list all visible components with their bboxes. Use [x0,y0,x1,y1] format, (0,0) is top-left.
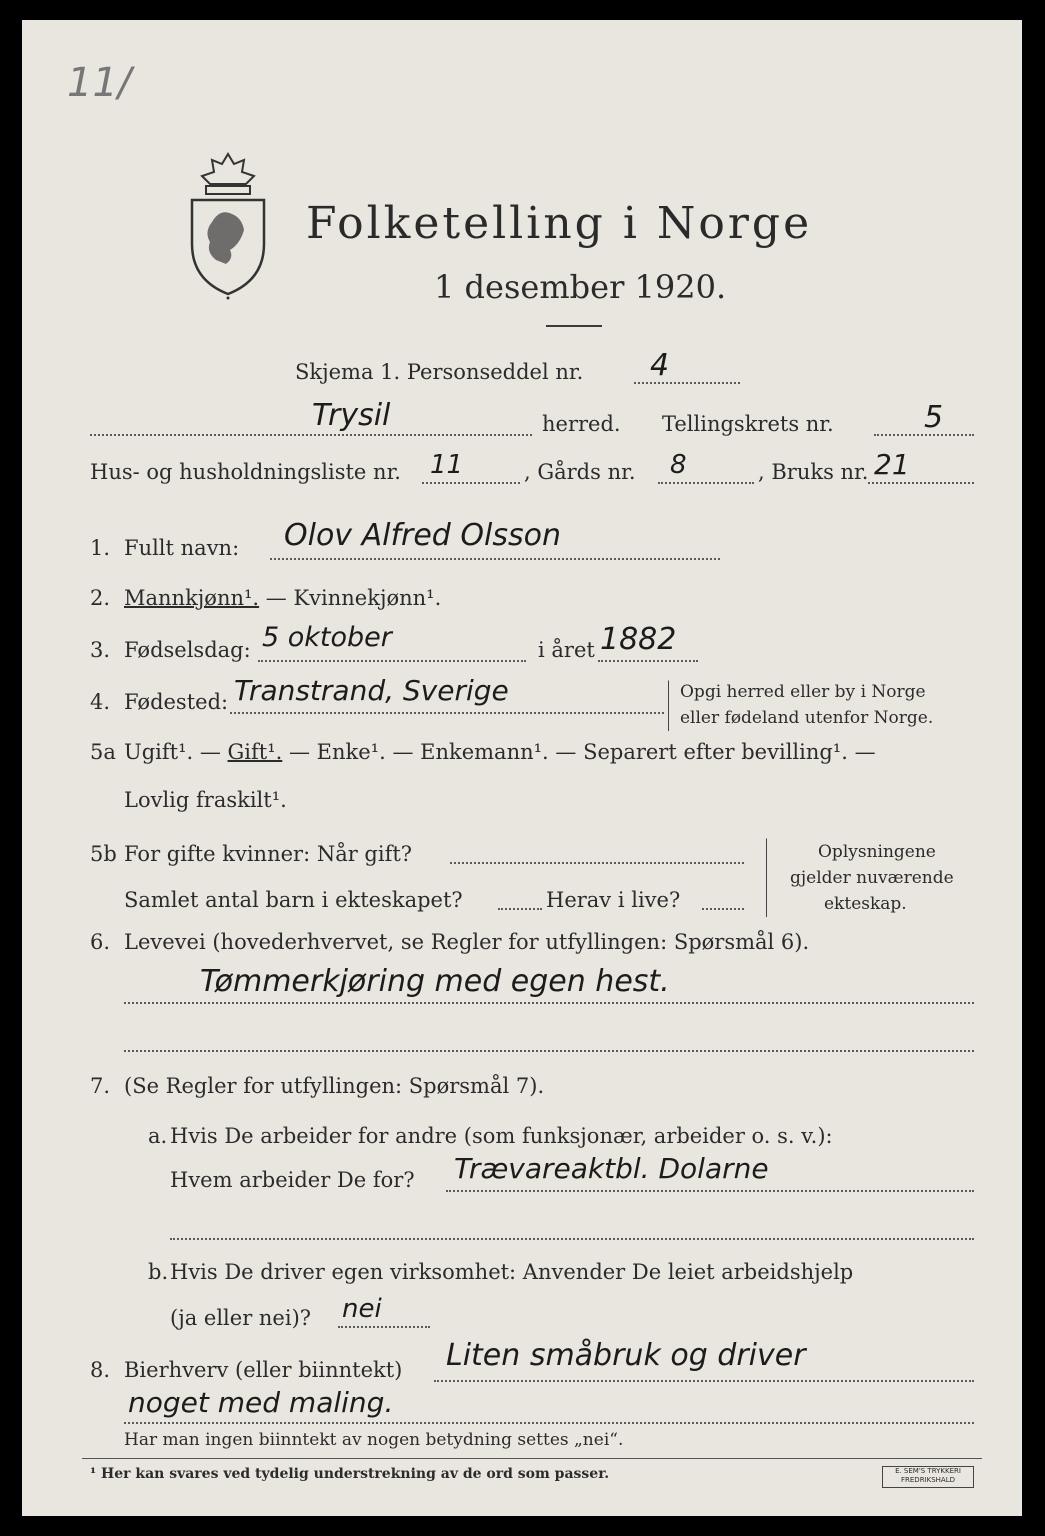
husholdningsliste-number: 11 [430,450,464,480]
q1-label: Fullt navn: [124,536,240,560]
census-form-page [22,20,1022,1516]
gards-label: , Gårds nr. [524,460,636,484]
q7b-value: nei [342,1294,382,1324]
q7a-label2: Hvem arbeider De for? [170,1168,415,1192]
q7b-letter: b. [148,1260,169,1284]
q7b-label1: Hvis De driver egen virksomhet: Anvender De leiet arbeidshjelp [170,1260,854,1284]
q5b-note-line1: Oplysningene [818,842,936,862]
printer-stamp: E. SEM'S TRYKKERI FREDRIKSHALD [882,1466,974,1488]
herred-value: Trysil [312,398,391,433]
q5b-note-line2: gjelder nuværende [790,868,954,888]
bruks-label: , Bruks nr. [758,460,869,484]
q3-birthday-value: 5 oktober [262,622,392,653]
q8-value-line2: noget med maling. [128,1386,394,1419]
q2-gender-options: Mannkjønn¹. — Kvinnekjønn¹. [124,586,442,610]
q3-year-label: i året [538,638,595,662]
q7b-label2: (ja eller nei)? [170,1306,312,1330]
tellingskrets-number: 5 [924,400,944,435]
q4-note-line2: eller fødeland utenfor Norge. [680,708,934,728]
q1-full-name-value: Olov Alfred Olsson [284,518,561,553]
herred-label: herred. [542,412,621,436]
q3-year-value: 1882 [600,622,677,657]
q4-birthplace-value: Transtrand, Sverige [234,674,509,707]
q4-note-line1: Opgi herred eller by i Norge [680,682,926,702]
q8-label: Bierhverv (eller biinntekt) [124,1358,403,1382]
q3-number: 3. [90,638,111,662]
q4-label: Fødested: [124,690,229,714]
coat-of-arms-icon [182,148,274,300]
q8-value-line1: Liten småbruk og driver [446,1338,806,1373]
schema-label: Skjema 1. Personseddel nr. [295,360,584,384]
gards-number: 8 [670,450,687,480]
title-divider [546,325,602,327]
q7a-employer-value: Trævareaktbl. Dolarne [454,1152,769,1185]
q4-number: 4. [90,690,111,714]
q2-number: 2. [90,586,111,610]
q7-label: (Se Regler for utfyllingen: Spørsmål 7). [124,1074,545,1098]
q5b-label2: Samlet antal barn i ekteskapet? [124,888,463,912]
gender-male-underlined: Mannkjønn¹. [124,586,260,610]
q6-label: Levevei (hovederhvervet, se Regler for utfyllingen: Spørsmål 6). [124,930,810,954]
q3-label: Fødselsdag: [124,638,251,662]
form-title: Folketelling i Norge [306,198,813,249]
q7a-letter: a. [148,1124,168,1148]
q7a-label1: Hvis De arbeider for andre (som funksjonær, arbeider o. s. v.): [170,1124,833,1148]
form-date: 1 desember 1920. [434,268,727,306]
q5a-marital-options: Ugift¹. — Gift¹. — Enke¹. — Enkemann¹. — Separert efter bevilling¹. — [124,740,876,764]
bruks-number: 21 [874,448,910,481]
husholdningsliste-label: Hus- og husholdningsliste nr. [90,460,401,484]
q5a-line2: Lovlig fraskilt¹. [124,788,287,812]
q8-note: Har man ingen biinntekt av nogen betydning settes „nei“. [124,1430,624,1450]
q1-number: 1. [90,536,111,560]
q6-occupation-value: Tømmerkjøring med egen hest. [200,964,670,999]
q5b-note-line3: ekteskap. [824,894,907,914]
q8-number: 8. [90,1358,111,1382]
q7-number: 7. [90,1074,111,1098]
pencil-mark: 11/ [67,60,132,106]
personseddel-number: 4 [650,348,670,383]
q5b-label1: For gifte kvinner: Når gift? [124,842,413,866]
q5b-label3: Herav i live? [546,888,681,912]
tellingskrets-label: Tellingskrets nr. [662,412,834,436]
footnote: ¹ Her kan svares ved tydelig understrekning av de ord som passer. [90,1466,610,1482]
marital-gift-underlined: Gift¹. [227,740,283,764]
q6-number: 6. [90,930,111,954]
q5b-number: 5b [90,842,117,866]
q5a-number: 5a [90,740,116,764]
